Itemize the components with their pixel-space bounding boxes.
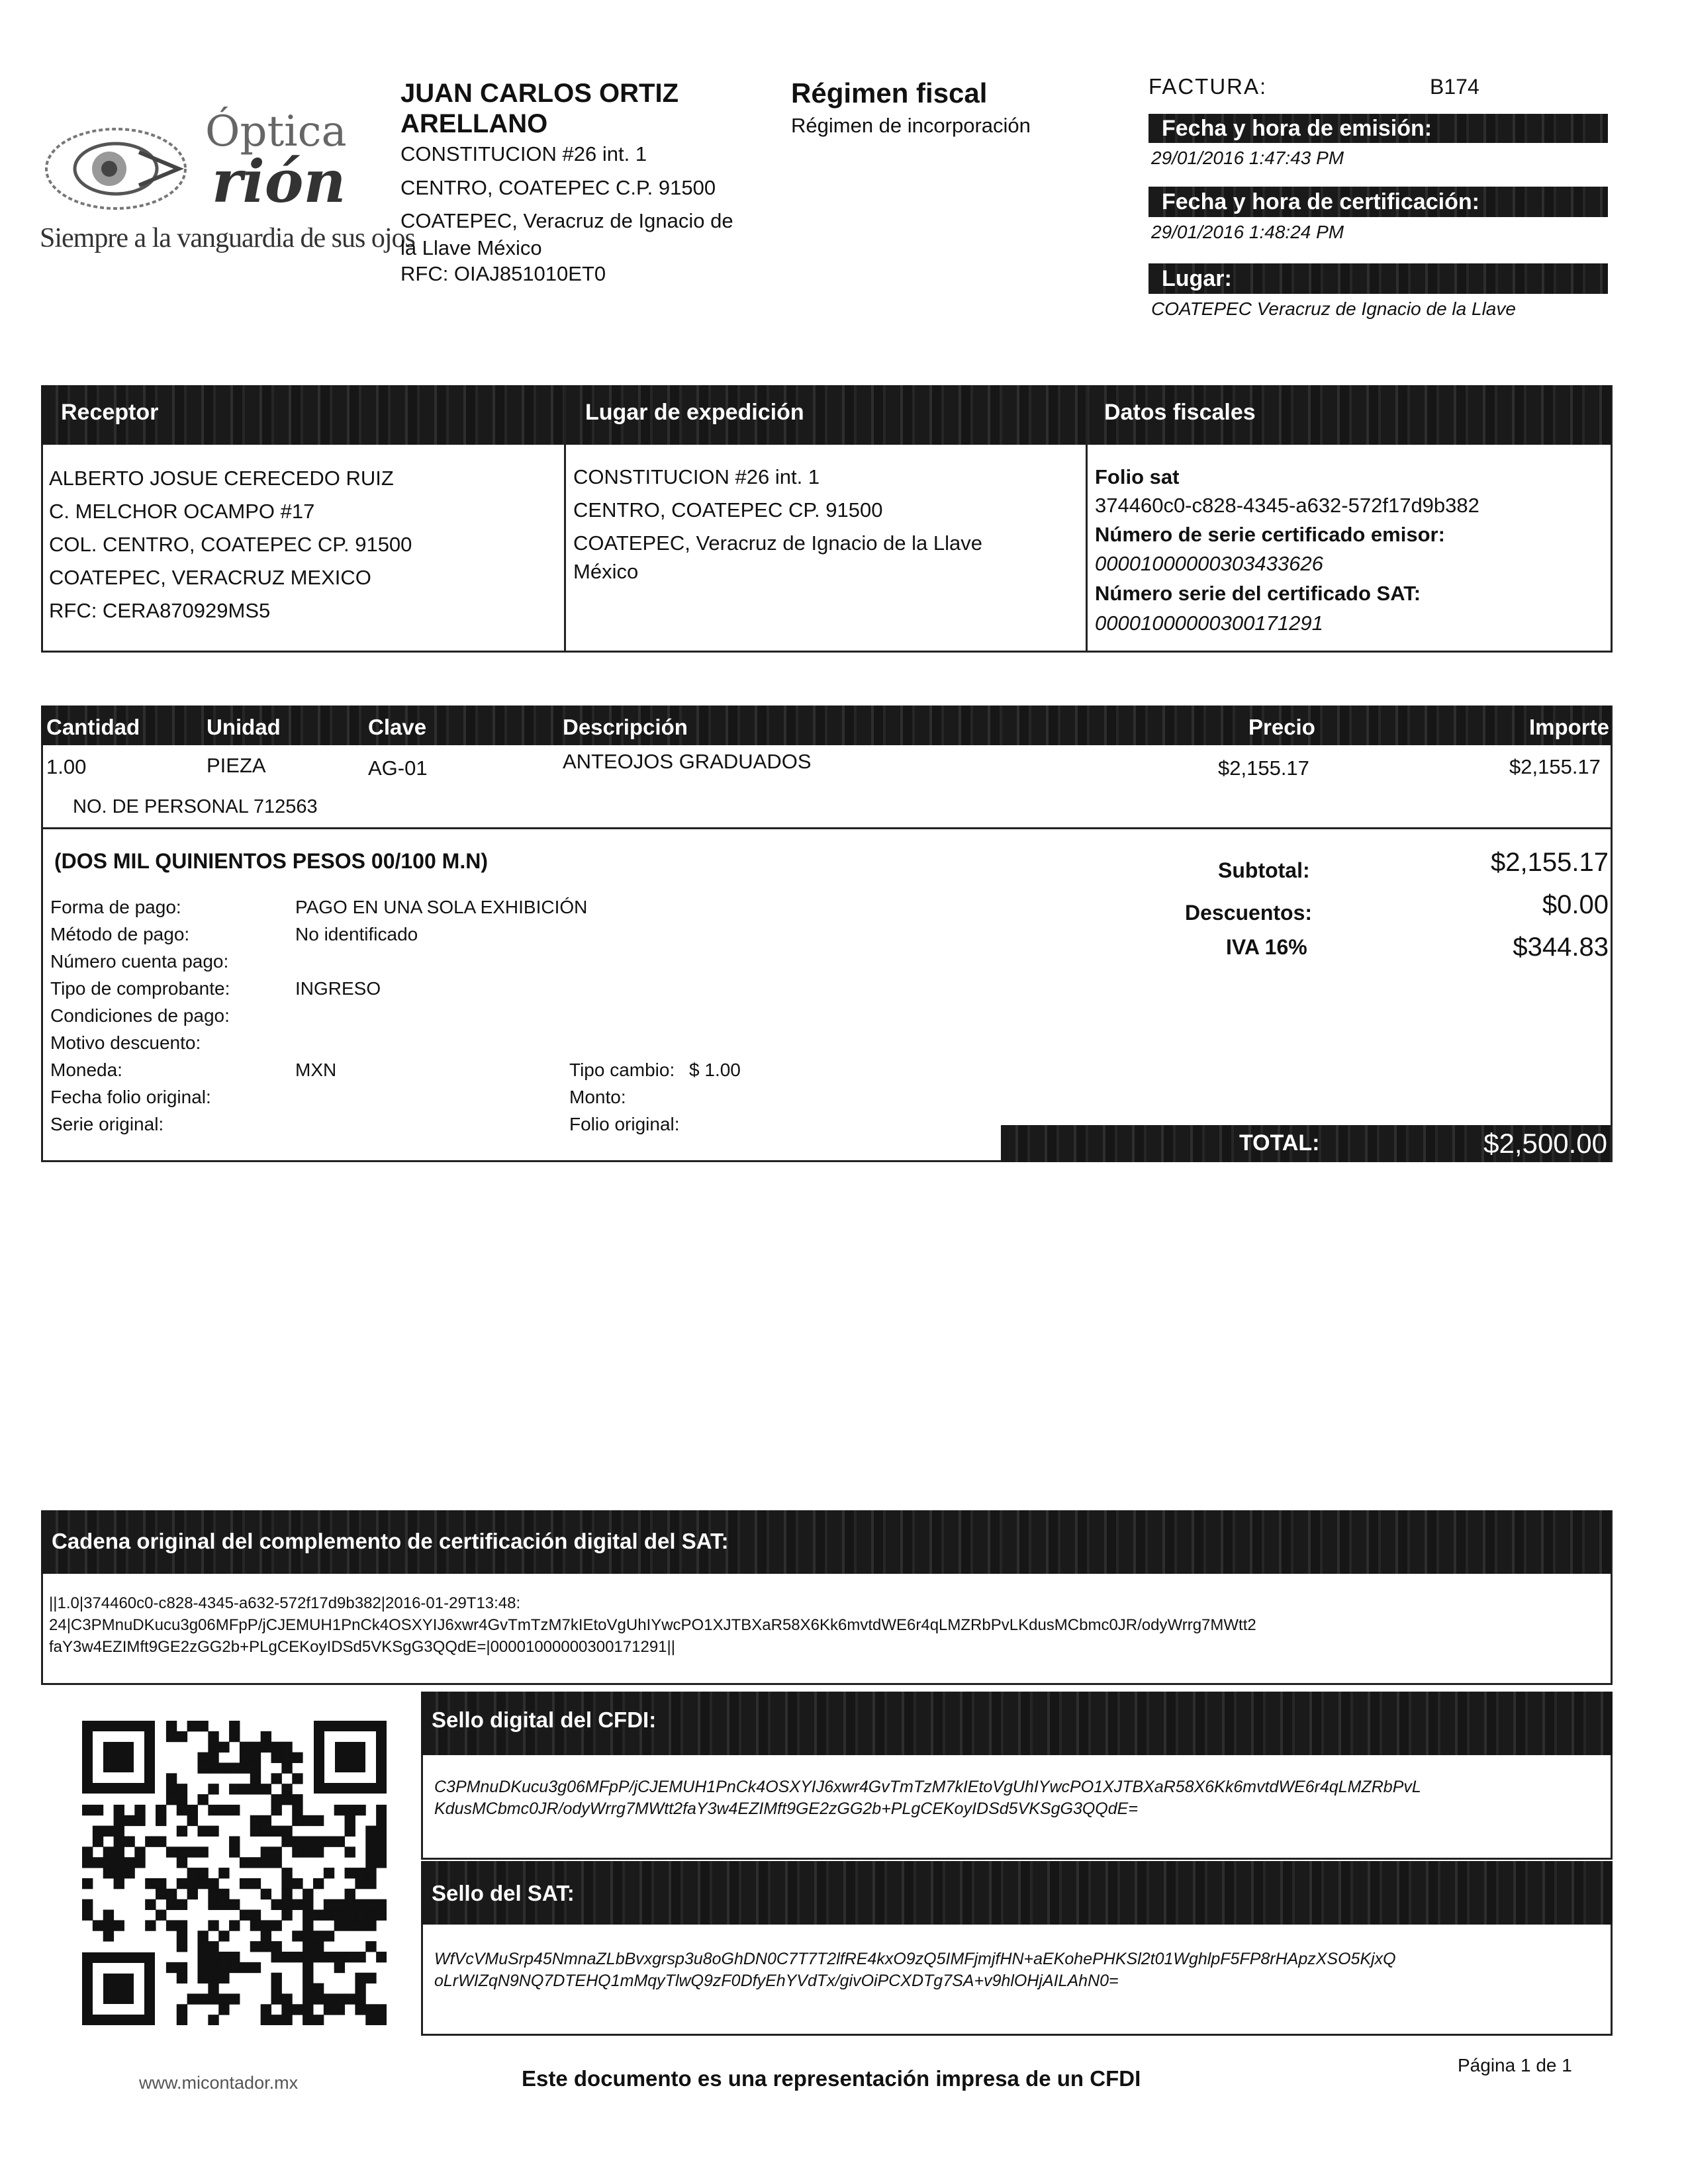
receptor-line2: C. MELCHOR OCAMPO #17 bbox=[49, 500, 315, 523]
certificacion-label: Fecha y hora de certificación: bbox=[1162, 189, 1479, 214]
sello-sat-line2: oLrWIZqN9NQ7DTEHQ1mMqyTlwQ9zF0DfyEhYVdTx/givOiPCXDTg7SA+v9hlOHjAILAhN0= bbox=[434, 1972, 1119, 1990]
sello-cfdi-header-bar bbox=[421, 1692, 1613, 1755]
tipo-comprobante-value: INGRESO bbox=[295, 978, 381, 999]
fecha-folio-label: Fecha folio original: bbox=[50, 1087, 211, 1107]
sello-cfdi-title: Sello digital del CFDI: bbox=[432, 1707, 657, 1732]
issuer-name-line1: JUAN CARLOS ORTIZ bbox=[400, 79, 679, 108]
sello-sat-title: Sello del SAT: bbox=[432, 1881, 575, 1905]
qr-code-icon bbox=[82, 1721, 387, 2025]
cadena-line2: 24|C3PMnuDKucu3g06MFpP/jCJEMUH1PnCk4OSXYIJ6xwr4GvTmTzM7kIEtoVgUhIYwcPO1XJTBXaR58X6Kk6mvtdWE6r4qLMZRbPvLKdusMCbmc0JR/odyWrrg7MWtt2 bbox=[49, 1616, 1256, 1634]
lugar-value: COATEPEC Veracruz de Ignacio de la Llave bbox=[1151, 298, 1516, 319]
logo-tagline: Siempre a la vanguardia de sus ojos bbox=[40, 223, 415, 253]
logo-brand-bottom: rión bbox=[212, 147, 346, 216]
tipo-comprobante-label: Tipo de comprobante: bbox=[50, 978, 230, 999]
footer-disclaimer: Este documento es una representación impresa de un CFDI bbox=[522, 2066, 1141, 2091]
item-clave: AG-01 bbox=[368, 756, 428, 780]
item-precio: $2,155.17 bbox=[1218, 756, 1309, 780]
subtotal-value: $2,155.17 bbox=[1491, 848, 1609, 877]
sello-sat-text bbox=[434, 1948, 1599, 1992]
cadena-text bbox=[49, 1592, 1605, 1658]
forma-pago-value: PAGO EN UNA SOLA EXHIBICIÓN bbox=[295, 897, 588, 917]
monto-label: Monto: bbox=[569, 1087, 626, 1107]
sello-sat-line1: WfVcVMuSrp45NmnaZLbBvxgrsp3u8oGhDN0C7T7T2lfRE4kxO9zQ5IMFjmjfHN+aEKohePHKSl2t01WghlpF5FP8rHApzXSO5KjxQ bbox=[434, 1950, 1396, 1968]
col-descripcion: Descripción bbox=[563, 715, 688, 739]
factura-label: FACTURA: bbox=[1149, 74, 1268, 99]
metodo-pago-value: No identificado bbox=[295, 924, 418, 944]
item-importe: $2,155.17 bbox=[1509, 755, 1601, 778]
col-importe: Importe bbox=[1529, 715, 1610, 739]
emision-value: 29/01/2016 1:47:43 PM bbox=[1151, 148, 1344, 168]
logo-brand-top: Óptica bbox=[205, 107, 347, 156]
cadena-title: Cadena original del complemento de certificación digital del SAT: bbox=[52, 1529, 729, 1553]
cert-sat-value: 00001000000300171291 bbox=[1095, 612, 1323, 635]
exchange-block bbox=[569, 1056, 900, 1138]
item-unidad: PIEZA bbox=[207, 754, 266, 777]
issuer-name-line2: ARELLANO bbox=[400, 109, 548, 138]
total-value: $2,500.00 bbox=[1483, 1128, 1607, 1159]
receptor-line4: COATEPEC, VERACRUZ MEXICO bbox=[49, 566, 371, 589]
receptor-block bbox=[49, 462, 559, 627]
serie-original-label: Serie original: bbox=[50, 1114, 164, 1134]
fiscales-header: Datos fiscales bbox=[1104, 400, 1256, 425]
sello-cfdi-line2: KdusMCbmc0JR/odyWrrg7MWtt2faY3w4EZIMft9GE2zGG2b+PLgCEKoyIDSd5VKSgG3QQdE= bbox=[434, 1799, 1138, 1818]
moneda-value: MXN bbox=[295, 1060, 337, 1080]
iva-label: IVA 16% bbox=[1226, 935, 1307, 959]
sello-cfdi-text bbox=[434, 1776, 1599, 1820]
issuer-address2: CENTRO, COATEPEC C.P. 91500 bbox=[400, 176, 716, 199]
regimen-title: Régimen fiscal bbox=[791, 77, 988, 109]
expedicion-line4: México bbox=[573, 560, 639, 583]
expedicion-line3: COATEPEC, Veracruz de Ignacio de la Llave bbox=[573, 531, 983, 555]
folio-original-label: Folio original: bbox=[569, 1114, 680, 1134]
amount-in-words: (DOS MIL QUINIENTOS PESOS 00/100 M.N) bbox=[54, 849, 488, 873]
total-label: TOTAL: bbox=[1239, 1130, 1320, 1156]
subtotal-label: Subtotal: bbox=[1218, 858, 1310, 882]
cert-sat-label: Número serie del certificado SAT: bbox=[1095, 582, 1421, 605]
footer-website: www.micontador.mx bbox=[139, 2073, 299, 2093]
issuer-rfc: RFC: OIAJ851010ET0 bbox=[400, 262, 606, 285]
company-logo bbox=[40, 99, 415, 265]
cadena-header-bar bbox=[41, 1510, 1613, 1574]
certificacion-header bbox=[1149, 187, 1608, 217]
cert-emisor-label: Número de serie certificado emisor: bbox=[1095, 523, 1445, 546]
fiscales-block bbox=[1095, 463, 1605, 638]
col-clave: Clave bbox=[368, 715, 427, 739]
col-cantidad: Cantidad bbox=[46, 715, 140, 739]
cuenta-pago-label: Número cuenta pago: bbox=[50, 951, 229, 972]
descuentos-label: Descuentos: bbox=[1185, 901, 1313, 925]
col-unidad: Unidad bbox=[207, 715, 281, 739]
receptor-line5: RFC: CERA870929MS5 bbox=[49, 599, 271, 622]
motivo-descuento-label: Motivo descuento: bbox=[50, 1032, 201, 1053]
qr-code bbox=[82, 1721, 387, 2025]
factura-number: B174 bbox=[1430, 75, 1479, 99]
info-divider-1 bbox=[564, 385, 566, 653]
info-divider-2 bbox=[1086, 385, 1088, 653]
payment-labels bbox=[50, 893, 289, 1138]
expedicion-header: Lugar de expedición bbox=[585, 400, 804, 425]
items-divider bbox=[41, 827, 1613, 829]
regimen-value: Régimen de incorporación bbox=[791, 114, 1031, 137]
cert-emisor-value: 00001000000303433626 bbox=[1095, 552, 1323, 575]
item-descripcion: ANTEOJOS GRADUADOS bbox=[563, 750, 812, 773]
expedicion-line2: CENTRO, COATEPEC CP. 91500 bbox=[573, 498, 883, 522]
certificacion-value: 29/01/2016 1:48:24 PM bbox=[1151, 222, 1344, 242]
issuer-address1: CONSTITUCION #26 int. 1 bbox=[400, 142, 647, 165]
issuer-address4: la Llave México bbox=[400, 236, 542, 259]
receptor-line3: COL. CENTRO, COATEPEC CP. 91500 bbox=[49, 533, 412, 556]
receptor-header: Receptor bbox=[61, 400, 159, 425]
item-cantidad: 1.00 bbox=[46, 755, 87, 778]
total-bar bbox=[1001, 1125, 1613, 1162]
issuer-block bbox=[400, 78, 771, 287]
folio-sat-value: 374460c0-c828-4345-a632-572f17d9b382 bbox=[1095, 494, 1479, 517]
item-note: NO. DE PERSONAL 712563 bbox=[73, 796, 318, 817]
lugar-label: Lugar: bbox=[1162, 266, 1232, 291]
receptor-line1: ALBERTO JOSUE CERECEDO RUIZ bbox=[49, 467, 394, 490]
issuer-address3: COATEPEC, Veracruz de Ignacio de bbox=[400, 209, 733, 232]
expedicion-line1: CONSTITUCION #26 int. 1 bbox=[573, 465, 820, 488]
footer-page: Página 1 de 1 bbox=[1458, 2055, 1572, 2075]
eye-logo-icon bbox=[40, 113, 199, 225]
forma-pago-label: Forma de pago: bbox=[50, 897, 181, 917]
payment-values bbox=[295, 893, 692, 1083]
folio-sat-label: Folio sat bbox=[1095, 465, 1180, 488]
factura-block bbox=[1149, 73, 1612, 324]
expedicion-block bbox=[573, 461, 1083, 584]
emision-label: Fecha y hora de emisión: bbox=[1162, 116, 1432, 141]
sello-cfdi-line1: C3PMnuDKucu3g06MFpP/jCJEMUH1PnCk4OSXYIJ6xwr4GvTmTzM7kIEtoVgUhIYwcPO1XJTBXaR58X6Kk6mvtdWE6r4qLMZRbPvL bbox=[434, 1778, 1421, 1796]
col-precio: Precio bbox=[1248, 715, 1315, 739]
descuentos-value: $0.00 bbox=[1542, 890, 1609, 919]
tipo-cambio-value: $ 1.00 bbox=[689, 1060, 741, 1080]
sello-sat-header-bar bbox=[421, 1861, 1613, 1925]
iva-value: $344.83 bbox=[1513, 933, 1609, 962]
lugar-header bbox=[1149, 263, 1608, 294]
tipo-cambio-label: Tipo cambio: bbox=[569, 1060, 675, 1080]
cadena-line3: faY3w4EZIMft9GE2zGG2b+PLgCEKoyIDSd5VKSgG3QQdE=|00001000000300171291|| bbox=[49, 1638, 675, 1656]
info-header-bar bbox=[41, 385, 1613, 445]
emision-header bbox=[1149, 114, 1608, 143]
metodo-pago-label: Método de pago: bbox=[50, 924, 190, 944]
condiciones-label: Condiciones de pago: bbox=[50, 1005, 230, 1026]
moneda-label: Moneda: bbox=[50, 1060, 122, 1080]
cadena-line1: ||1.0|374460c0-c828-4345-a632-572f17d9b382|2016-01-29T13:48: bbox=[49, 1594, 521, 1612]
regimen-block bbox=[791, 76, 1109, 141]
